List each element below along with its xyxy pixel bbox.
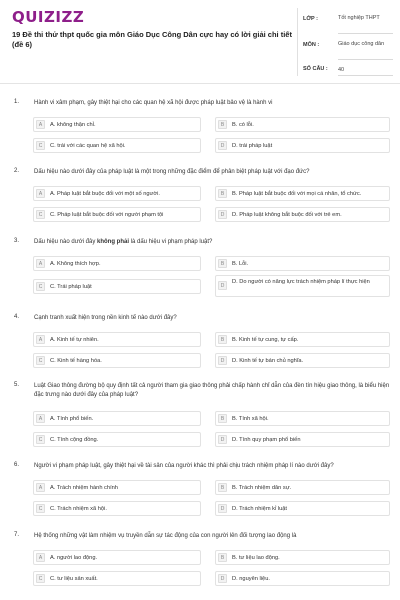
option-c[interactable] (33, 501, 201, 516)
option-d[interactable] (215, 432, 390, 447)
question-number: 7. (14, 532, 20, 538)
option-b[interactable] (215, 411, 390, 426)
option-c[interactable] (33, 353, 201, 368)
option-letter-badge: A (36, 335, 45, 344)
option-letter-badge: B (218, 335, 227, 344)
subject-label: MÔN : (303, 42, 320, 48)
option-text: A. Không thích hợp. (50, 261, 101, 267)
option-a[interactable] (33, 332, 201, 347)
option-text: B. Lỗi. (232, 261, 249, 267)
option-text: B. Trách nhiệm dân sự. (232, 485, 292, 491)
option-a[interactable] (33, 411, 201, 426)
option-letter-badge: C (36, 574, 45, 583)
option-c[interactable] (33, 138, 201, 153)
option-text: A. Tính phổ biến. (50, 416, 94, 422)
header-divider (297, 8, 298, 76)
grade-label: LỚP : (303, 16, 318, 22)
option-letter-badge: D (218, 574, 227, 583)
option-letter-badge: A (36, 483, 45, 492)
option-letter-badge: B (218, 189, 227, 198)
option-letter-badge: D (218, 210, 227, 219)
question-count-label: SỐ CÂU : (303, 66, 328, 72)
option-b[interactable] (215, 186, 390, 201)
option-letter-badge: D (218, 141, 227, 150)
option-c[interactable] (33, 571, 201, 586)
option-d[interactable] (215, 207, 390, 222)
option-text: B. Tính xã hội. (232, 416, 269, 422)
option-text: C. tư liệu sản xuất. (50, 576, 98, 582)
option-letter-badge: A (36, 259, 45, 268)
option-text: A. người lao động. (50, 555, 98, 561)
option-text: C. Tính cộng đồng. (50, 437, 99, 443)
option-d[interactable] (215, 501, 390, 516)
option-letter-badge: C (36, 504, 45, 513)
option-text: C. Pháp luật bắt buộc đối với người phạm tội (50, 212, 164, 218)
option-letter-badge: A (36, 120, 45, 129)
question-number: 1. (14, 99, 20, 105)
question-number: 3. (14, 238, 20, 244)
option-a[interactable] (33, 256, 201, 271)
option-a[interactable] (33, 117, 201, 132)
option-text: D. Kinh tế tự bán chủ nghĩa. (232, 358, 304, 364)
option-text: A. Trách nhiệm hành chính (50, 485, 118, 491)
option-letter-badge: C (36, 356, 45, 365)
option-d[interactable] (215, 353, 390, 368)
option-letter-badge: D (218, 356, 227, 365)
worksheet-title: 19 Đề thi thử thpt quốc gia môn Giáo Dục Công Dân cực hay có lời giải chi tiết (đề 6) (12, 30, 292, 49)
option-c[interactable] (33, 207, 201, 222)
option-text: C. Trái pháp luật (50, 284, 92, 290)
subject-value: Giáo dục công dân (338, 41, 385, 47)
option-letter-badge: B (218, 259, 227, 268)
option-letter-badge: C (36, 282, 45, 291)
question-count-underline (338, 75, 393, 76)
question-text: Dấu hiệu nào dưới đây không phải là dấu hiệu vi phạm pháp luật? (34, 239, 213, 245)
subject-underline (338, 59, 393, 60)
option-letter-badge: D (218, 504, 227, 513)
question-text: Luật Giao thông đường bộ quy định tất cả người tham gia giao thông phải chấp hành chỉ dẫn của đèn tín hiệu giao thông, là biểu hiện đặc trưng nào dưới đây của pháp luật? (34, 383, 390, 398)
option-text: C. Kinh tế hàng hóa. (50, 358, 102, 364)
option-letter-badge: A (36, 414, 45, 423)
option-letter-badge: C (36, 141, 45, 150)
option-letter-badge: B (218, 553, 227, 562)
option-text: C. trái với các quan hệ xã hội. (50, 143, 126, 149)
option-text: A. không thận chỉ. (50, 122, 96, 128)
question-count-value: 40 (338, 67, 345, 73)
question-text: Người vi phạm pháp luật, gây thiệt hại về tài sản của người khác thì phải chịu trách nhiệm pháp lí nào dưới đây? (34, 463, 334, 469)
option-text: B. Kinh tế tự cung, tự cấp. (232, 337, 299, 343)
option-text: D. Pháp luật không bắt buộc đối với trẻ em. (232, 212, 342, 218)
option-text: D. nguyên liệu. (232, 576, 270, 582)
option-text: B. Pháp luật bắt buộc đối với mọi cá nhân, tổ chức. (232, 191, 362, 197)
quizizz-logo: QUIZIZZ (12, 8, 85, 26)
option-letter-badge: D (218, 435, 227, 444)
question-number: 2. (14, 168, 20, 174)
option-a[interactable] (33, 480, 201, 495)
option-b[interactable] (215, 256, 390, 271)
option-text: A. Kinh tế tự nhiên. (50, 337, 99, 343)
question-text: Hệ thống những vật làm nhiệm vụ truyền dẫn sự tác động của con người lên đối tượng lao động là (34, 533, 297, 539)
option-d[interactable] (215, 275, 390, 297)
question-number: 4. (14, 314, 20, 320)
grade-value: Tốt nghiệp THPT (338, 15, 380, 21)
option-letter-badge: B (218, 120, 227, 129)
option-a[interactable] (33, 550, 201, 565)
option-letter-badge: B (218, 483, 227, 492)
option-text: C. Trách nhiệm xã hội. (50, 506, 107, 512)
option-b[interactable] (215, 117, 390, 132)
option-text: B. có lỗi. (232, 122, 254, 128)
question-text: Hành vi xâm phạm, gây thiệt hại cho các quan hệ xã hội được pháp luật bảo vệ là hành vi (34, 100, 273, 106)
option-letter-badge: D (218, 281, 227, 290)
option-a[interactable] (33, 186, 201, 201)
option-d[interactable] (215, 138, 390, 153)
question-text: Cạnh tranh xuất hiện trong nền kinh tế nào dưới đây? (34, 315, 177, 321)
option-text: B. tư liệu lao động. (232, 555, 280, 561)
option-c[interactable] (33, 279, 201, 294)
question-text: Dấu hiệu nào dưới đây của pháp luật là một trong những đặc điểm để phân biệt pháp luật với đạo đức? (34, 169, 310, 175)
option-b[interactable] (215, 332, 390, 347)
option-letter-badge: C (36, 435, 45, 444)
option-letter-badge: A (36, 189, 45, 198)
option-text: A. Pháp luật bắt buộc đối với một số người. (50, 191, 160, 197)
question-emphasis: không phải (97, 239, 129, 245)
grade-underline (338, 33, 393, 34)
option-d[interactable] (215, 571, 390, 586)
question-number: 6. (14, 462, 20, 468)
option-text: D. Tính quy phạm phổ biến (232, 437, 301, 443)
worksheet-header (0, 0, 400, 84)
option-text: D. Trách nhiệm kỉ luật (232, 506, 287, 512)
option-letter-badge: A (36, 553, 45, 562)
question-number: 5. (14, 382, 20, 388)
option-letter-badge: B (218, 414, 227, 423)
option-b[interactable] (215, 480, 390, 495)
option-text: D. Do người có năng lực trách nhiệm pháp lí thực hiện (232, 279, 370, 285)
option-letter-badge: C (36, 210, 45, 219)
option-b[interactable] (215, 550, 390, 565)
option-c[interactable] (33, 432, 201, 447)
option-text: D. trái pháp luật (232, 143, 273, 149)
